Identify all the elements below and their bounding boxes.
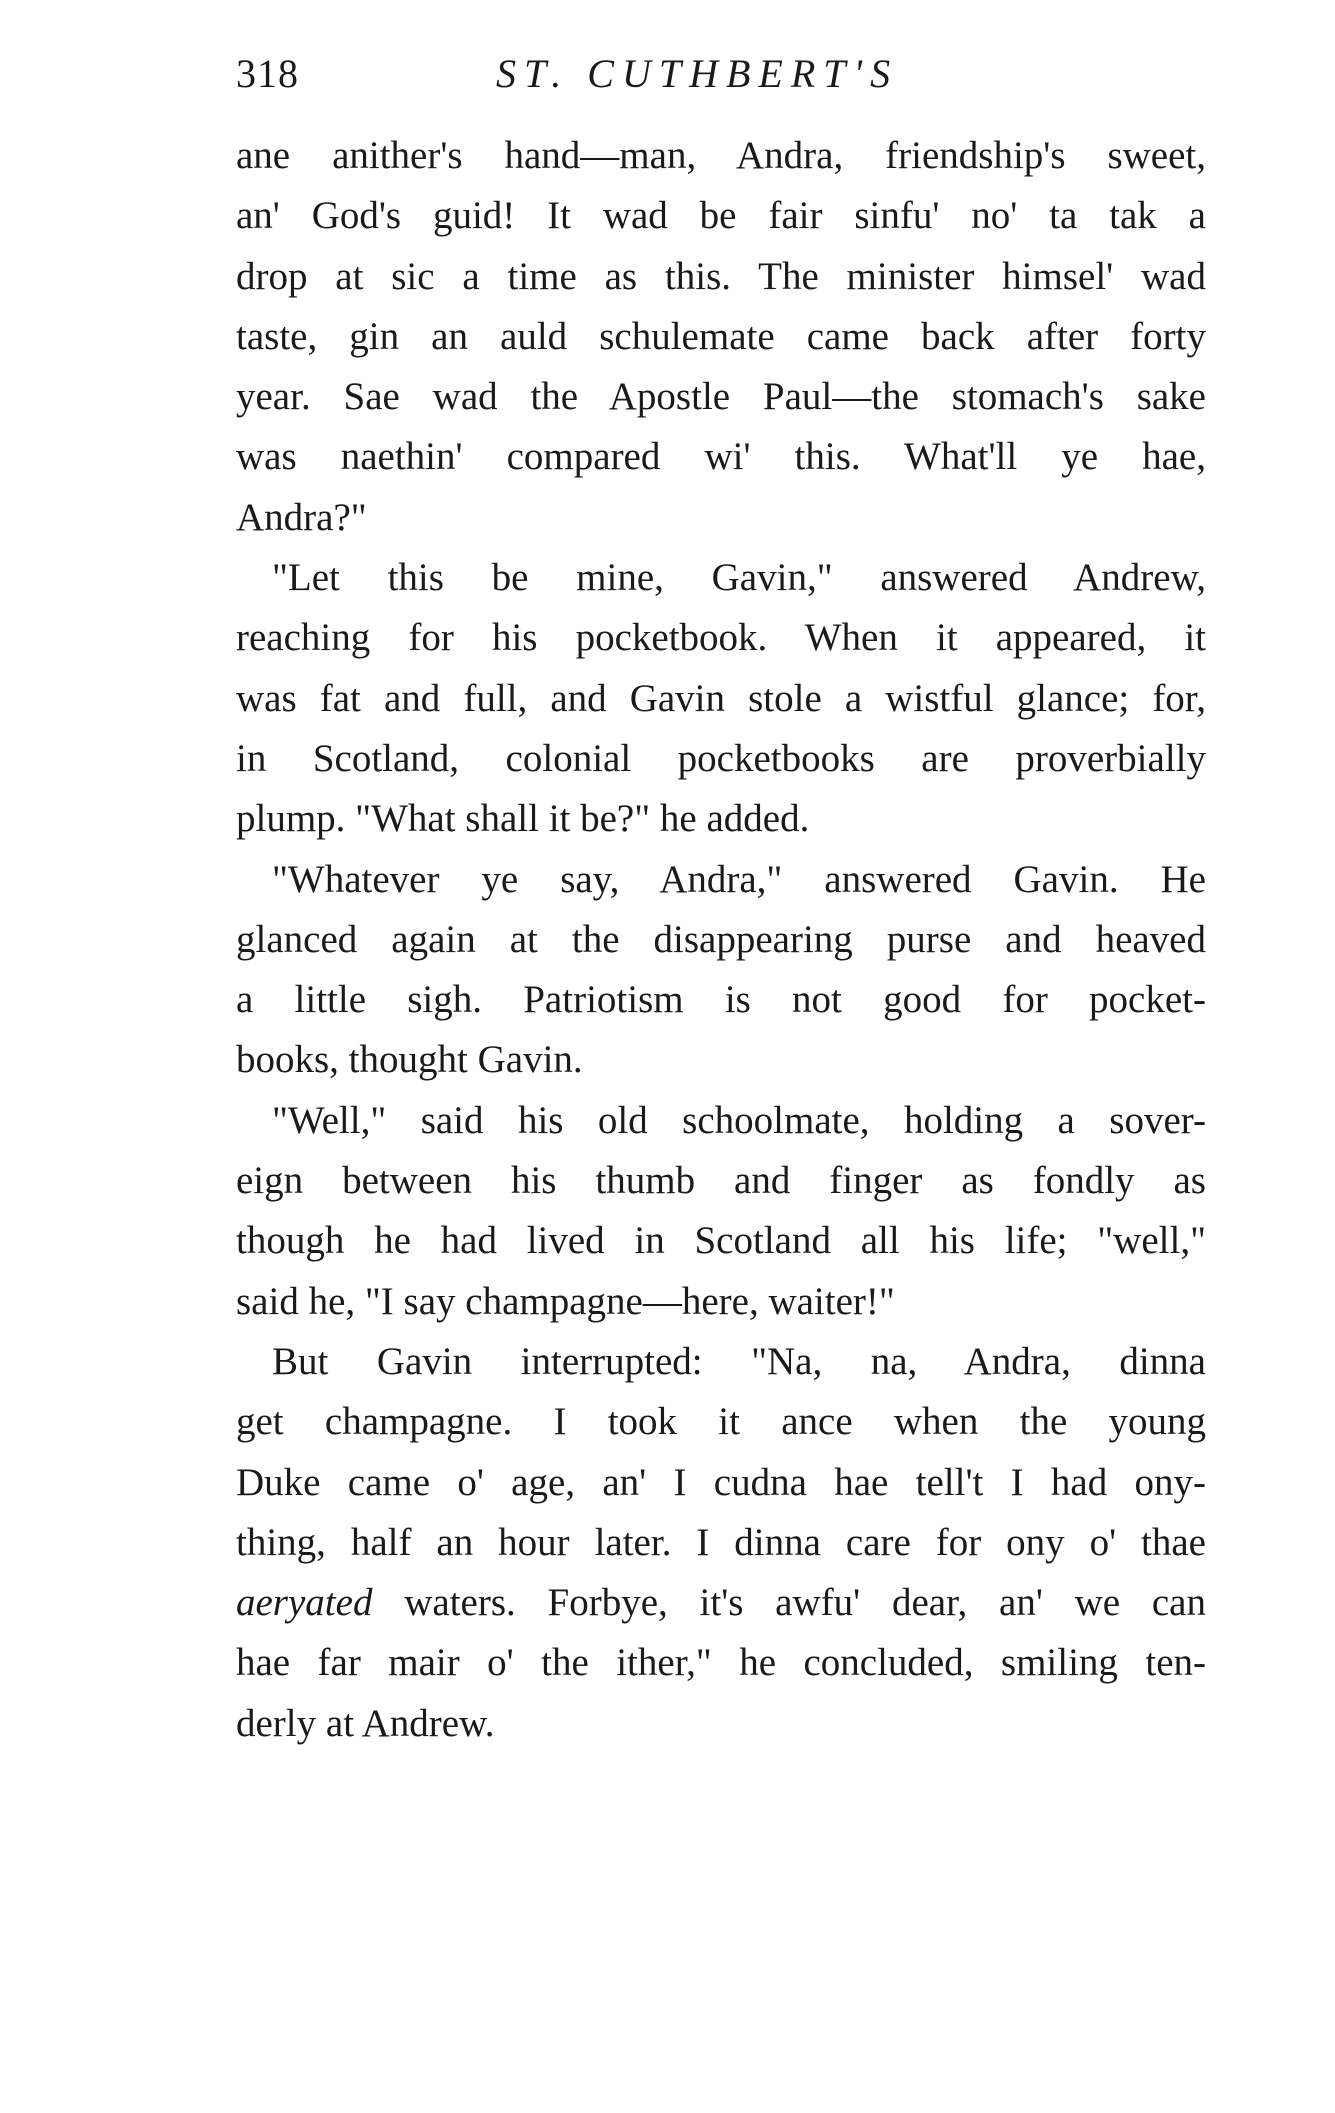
text-line: though he had lived in Scotland all his life; "well," xyxy=(236,1219,1206,1263)
text-line: get champagne. I took it ance when the young xyxy=(236,1400,1206,1444)
text-line: derly at Andrew. xyxy=(236,1701,495,1745)
text-line: "Let this be mine, Gavin," answered Andrew, xyxy=(272,556,1206,600)
text-line: taste, gin an auld schulemate came back after forty xyxy=(236,314,1206,358)
text-line: drop at sic a time as this. The minister himsel' wad xyxy=(236,254,1206,298)
line-remainder: waters. Forbye, it's awfu' dear, an' we can xyxy=(372,1581,1206,1625)
text-line: "Whatever ye say, Andra," answered Gavin. He xyxy=(272,857,1206,901)
text-line: in Scotland, colonial pocketbooks are proverbially xyxy=(236,736,1206,780)
text-line xyxy=(236,1573,1206,1633)
text-line: plump. "What shall it be?" he added. xyxy=(236,797,810,841)
running-title: ST. CUTHBERT'S xyxy=(496,51,899,96)
text-line: said he, "I say champagne—here, waiter!" xyxy=(236,1279,895,1323)
text-line: a little sigh. Patriotism is not good for pocket- xyxy=(236,978,1206,1022)
text-line: hae far mair o' the ither," he concluded, smiling ten- xyxy=(236,1641,1206,1685)
text-line: an' God's guid! It wad be fair sinfu' no' ta tak a xyxy=(236,194,1206,238)
text-line: was naethin' compared wi' this. What'll ye hae, xyxy=(236,435,1206,479)
text-line: was fat and full, and Gavin stole a wistful glance; for, xyxy=(236,676,1206,720)
text-line: Duke came o' age, an' I cudna hae tell't I had ony- xyxy=(236,1460,1206,1504)
text-line: glanced again at the disappearing purse and heaved xyxy=(236,917,1206,961)
text-line: ane anither's hand—man, Andra, friendship's sweet, xyxy=(236,134,1206,177)
text-line: books, thought Gavin. xyxy=(236,1038,583,1082)
text-line: eign between his thumb and finger as fondly as xyxy=(236,1159,1206,1203)
italic-word: aeryated xyxy=(236,1581,373,1625)
text-line: thing, half an hour later. I dinna care for ony o' thae xyxy=(236,1520,1206,1564)
text-line: Andra?" xyxy=(236,495,367,539)
page-header xyxy=(236,50,1206,110)
text-line: year. Sae wad the Apostle Paul—the stomach's sake xyxy=(236,375,1206,419)
text-line: "Well," said his old schoolmate, holding a sover- xyxy=(272,1098,1206,1142)
page-number: 318 xyxy=(236,51,299,96)
body-text xyxy=(236,126,1206,1754)
text-line: But Gavin interrupted: "Na, na, Andra, dinna xyxy=(272,1339,1206,1383)
text-line: reaching for his pocketbook. When it appeared, it xyxy=(236,616,1206,660)
